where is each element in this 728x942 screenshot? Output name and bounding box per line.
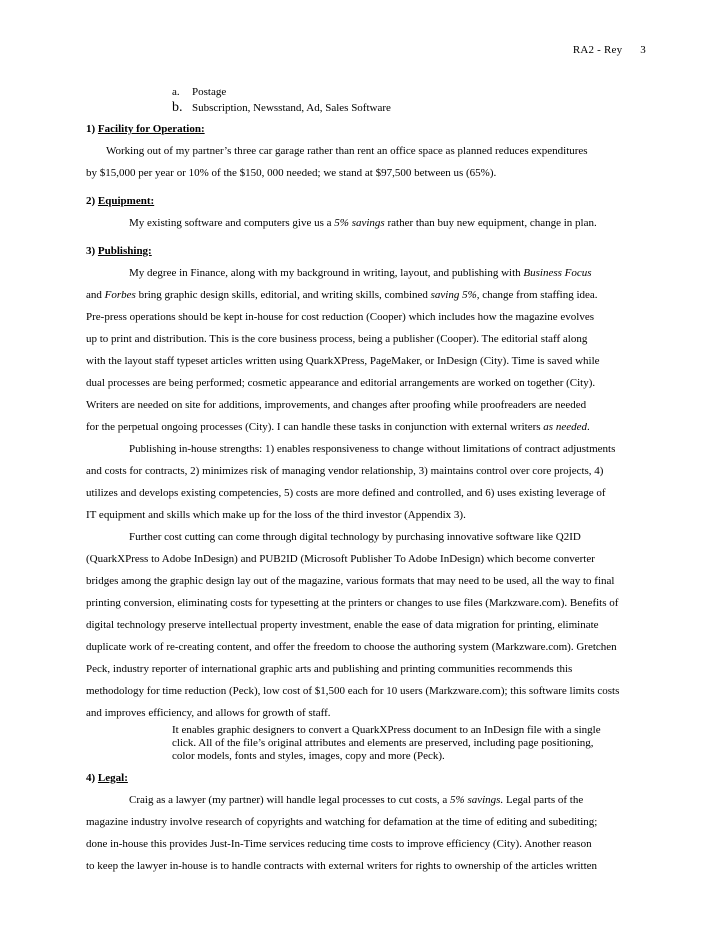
paragraph-line: duplicate work of re-creating content, and offer the freedom to choose the authoring system (Markzware.com). Gretchen [86,641,617,653]
paragraph-line: with the layout staff typeset articles written using QuarkXPress, PageMaker, or InDesign (City). Time is saved while [86,355,600,367]
section-heading-legal: 4) Legal: [86,772,128,784]
paragraph-line: Writers are needed on site for additions, improvements, and changes after proofing while proofreaders are needed [86,399,587,411]
paragraph-line: to keep the lawyer in-house is to handle contracts with external writers for rights to ownership of the articles written [86,860,598,872]
list-item-text: Postage [192,86,227,98]
running-head: RA2 - Rey [572,44,623,56]
paragraph-line: magazine industry involve research of copyrights and watching for defamation at the time of editing and subediting; [86,816,598,828]
quote-line: It enables graphic designers to convert a QuarkXPress document to an InDesign file with a single [172,724,601,736]
paragraph-line: Pre-press operations should be kept in-house for cost reduction (Cooper) which includes how the magazine evolves [86,311,595,323]
list-item-text: Subscription, Newsstand, Ad, Sales Software [192,102,391,114]
sub-item-a [86,84,656,100]
quote-line: color models, fonts and styles, images, copy and more (Peck). [172,750,445,762]
paragraph-line: digital technology preserve intellectual property investment, enable the ease of data migration for printing, eliminate [86,619,599,631]
paragraph-line: dual processes are being performed; cosmetic appearance and editorial arrangements are worked on together (City). [86,377,596,389]
paragraph-line: Publishing in-house strengths: 1) enables responsiveness to change without limitations of contract adjustments [129,443,616,455]
paragraph-line: My existing software and computers give us a 5% savings rather than buy new equipment, change in plan. [129,217,597,229]
section-heading-facility: 1) Facility for Operation: [86,123,205,135]
section-heading-publishing: 3) Publishing: [86,245,152,257]
paragraph-line: up to print and distribution. This is the core business process, being a publisher (Cooper). The editorial staff along [86,333,588,345]
document-body [86,84,656,877]
paragraph-line: Working out of my partner’s three car garage rather than rent an office space as planned reduces expenditures [106,145,588,157]
block-quote [86,724,656,763]
paragraph-line: printing conversion, eliminating costs for typesetting at the printers or changes to use files (Markzware.com). Benefits of [86,597,619,609]
paragraph-line: (QuarkXPress to Adobe InDesign) and PUB2ID (Microsoft Publisher To Adobe InDesign) which become converter [86,553,595,565]
page-number: 3 [640,44,646,56]
paragraph-line: done in-house this provides Just-In-Time services reducing time costs to improve efficiency (City). Another reason [86,838,592,850]
paragraph-line: by $15,000 per year or 10% of the $150, 000 needed; we stand at $97,500 between us (65%). [86,167,497,179]
paragraph-line: and Forbes bring graphic design skills, editorial, and writing skills, combined saving 5%, change from staffing idea. [86,289,598,301]
list-marker: a. [172,86,180,98]
quote-line: click. All of the file’s original attributes and elements are preserved, including page positioning, [172,737,594,749]
paragraph-line: Craig as a lawyer (my partner) will handle legal processes to cut costs, a 5% savings. Legal parts of the [129,794,584,806]
paragraph-line: utilizes and develops existing competencies, 5) costs are more defined and controlled, and 6) uses existing leverage of [86,487,606,499]
paragraph-line: My degree in Finance, along with my background in writing, layout, and publishing with Business Focus [129,267,592,279]
paragraph-line: Further cost cutting can come through digital technology by purchasing innovative software like Q2ID [129,531,581,543]
section-heading-equipment: 2) Equipment: [86,195,155,207]
paragraph-line: methodology for time reduction (Peck), low cost of $1,500 each for 10 users (Markzware.com); this software limits costs [86,685,620,697]
paragraph-line: IT equipment and skills which make up for the loss of the third investor (Appendix 3). [86,509,466,521]
sub-item-b [86,100,656,116]
list-marker: b. [172,100,183,115]
paragraph-line: Peck, industry reporter of international graphic arts and publishing and printing communities recommends this [86,663,573,675]
running-header [573,44,646,56]
paragraph-line: and costs for contracts, 2) minimizes risk of managing vendor relationship, 3) maintains control over core projects, 4) [86,465,604,477]
paragraph-line: for the perpetual ongoing processes (City). I can handle these tasks in conjunction with external writers as needed. [86,421,590,433]
paragraph-line: bridges among the graphic design lay out of the magazine, various formats that may need to be used, all the way to final [86,575,615,587]
paragraph-line: and improves efficiency, and allows for growth of staff. [86,707,331,719]
